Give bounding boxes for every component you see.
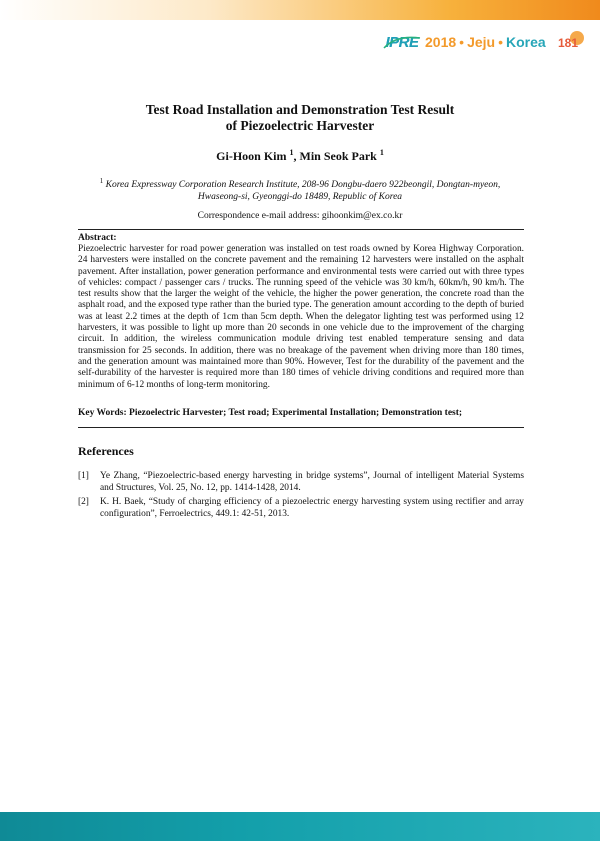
separator-dot: •	[459, 34, 465, 50]
divider	[78, 229, 524, 230]
affiliation-marker: 1	[99, 177, 104, 185]
paper-title	[60, 102, 540, 134]
reference-text: K. H. Baek, “Study of charging efficiency of a piezoelectric energy harvesting system using rectifier and array configuration”, Ferroelectrics, 449.1: 42-51, 2013.	[100, 497, 524, 519]
footer-gradient-bar	[0, 812, 600, 841]
affiliation-line: Korea Expressway Corporation Research Institute, 208-96 Dongbu-daero 922beongil, Dongtan-myeon,	[105, 180, 501, 191]
conference-year: 2018	[425, 34, 457, 50]
divider	[78, 427, 524, 428]
title-line: of Piezoelectric Harvester	[225, 118, 375, 133]
ipre-logo-icon	[382, 33, 422, 51]
abstract-text: Piezoelectric harvester for road power generation was installed on test roads owned by Korea Highway Corporation. 24 harvesters were installed on the concrete pavement and the remaining 12 harvesters were installed on the asphalt pavement. After installation, power generation performance and environmental tests were carried out with three types of vehicles: compact / passenger cars / trucks. The running speed of the vehicle was 30 km/h, 60km/h, 90 km/h. The test results show that the larger the weight of the vehicle, the higher the power generation, the concrete road than the asphalt road, and the exposed type rather than the buried type. The generation amount according to the depth of buried was at least 2.2 times at the depth of 1cm than 5cm depth. When the delegator lighting test was performed using 12 harvesters, it was possible to light up more than 20 seconds in one vehicle due to the improvement of the charging circuit. In addition, the wireless communication module driving test enabled temperature sensing and data transmission for 25 seconds. In addition, there was no breakage of the pavement when driving more than 180 times, and the generation amount was maintained more than 90%. However, Test for the durability of the pavement and the self-durability of the harvester is required more than 180 times of vehicle driving conditions and required more than minimum of 6-12 months of long-term monitoring.	[78, 244, 524, 390]
keywords: Key Words: Piezoelectric Harvester; Test road; Experimental Installation; Demonstration test;	[78, 408, 463, 418]
reference-number: [1]	[78, 471, 89, 481]
author-affiliation-marker: 1	[379, 148, 384, 157]
affiliation	[90, 175, 510, 203]
references-heading: References	[78, 444, 134, 458]
reference-text: Ye Zhang, “Piezoelectric-based energy harvesting in bridge systems”, Journal of intelligent Material Systems and Structures, Vol. 25, No. 12, pp. 1414-1428, 2014.	[100, 471, 524, 493]
header-gradient-bar	[0, 0, 600, 20]
affiliation-line: Hwaseong-si, Gyeonggi-do 18489, Republic of Korea	[197, 192, 403, 203]
abstract-heading: Abstract:	[78, 233, 117, 243]
conference-country: Korea	[505, 34, 546, 50]
reference-list	[78, 471, 524, 523]
logo-text: IPRE	[385, 33, 419, 51]
reference-item	[78, 471, 524, 494]
correspondence-email: Correspondence e-mail address: gihoonkim@ex.co.kr	[197, 211, 403, 221]
reference-item	[78, 497, 524, 520]
separator-dot: •	[498, 34, 503, 50]
conference-city: Jeju	[467, 34, 496, 50]
author-affiliation-marker: 1	[289, 148, 294, 157]
author-name: Gi-Hoon Kim	[216, 149, 287, 163]
reference-number: [2]	[78, 497, 89, 507]
author-separator: ,	[293, 149, 300, 163]
title-line: Test Road Installation and Demonstration Test Result	[145, 102, 455, 117]
conference-logo	[382, 32, 546, 52]
page-number: 181	[558, 36, 579, 50]
author-name: Min Seok Park	[299, 149, 377, 163]
author-list	[60, 148, 540, 164]
